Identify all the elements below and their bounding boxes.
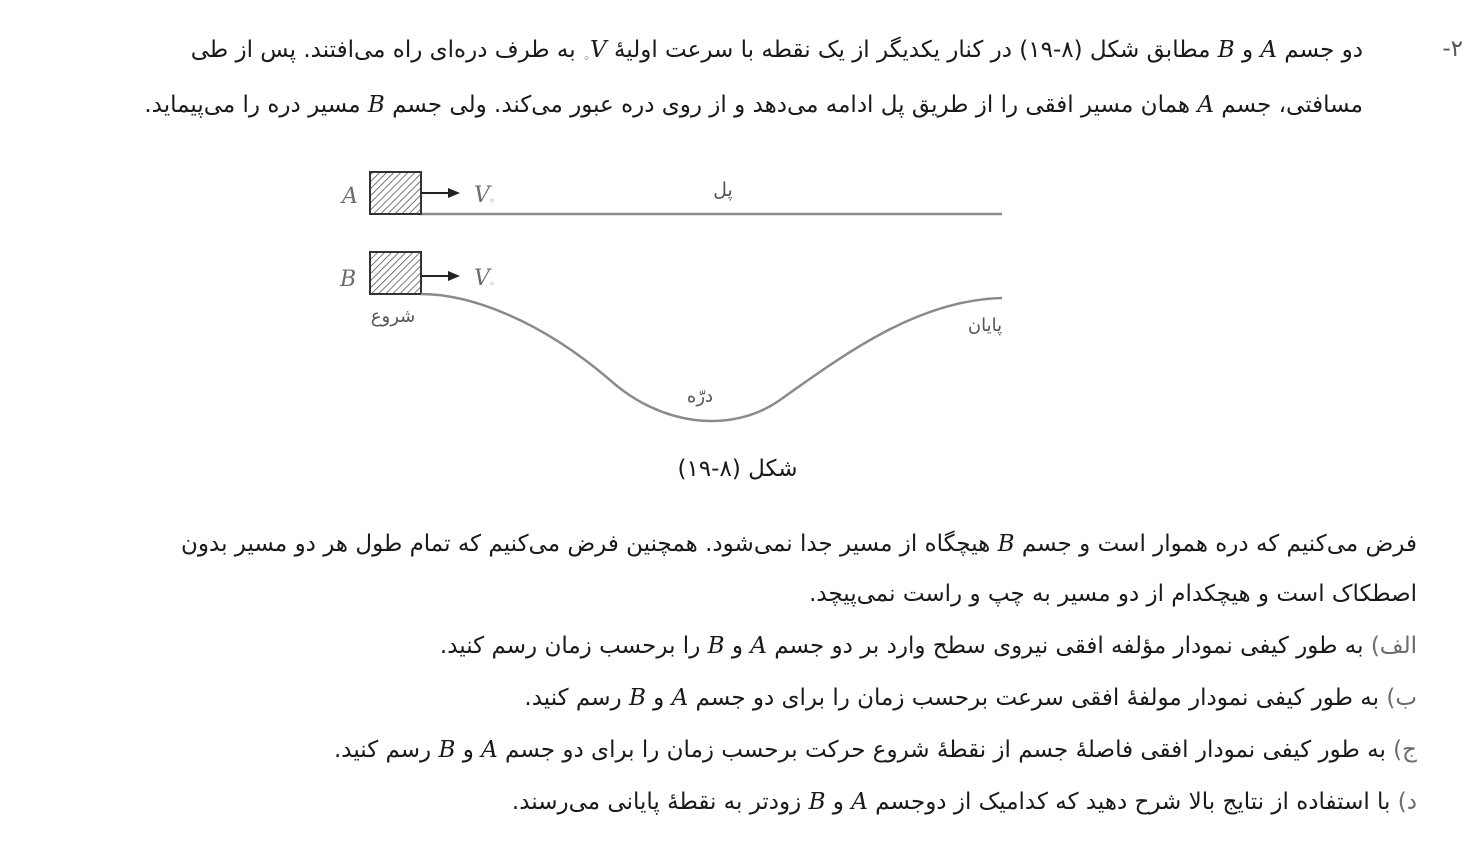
question-part-d: [512, 786, 1417, 818]
velocity-label-B: V: [474, 266, 490, 291]
arrow-head-B: [448, 271, 460, 281]
symbol-A: A: [671, 685, 689, 711]
block-B: [370, 252, 421, 294]
intro-text: به طرف دره‌ای راه می‌افتند. پس از طی: [190, 37, 576, 63]
question-part-c: [334, 734, 1417, 766]
symbol-V0: $V_◦$: [582, 37, 607, 66]
body-text: به طور کیفی نمودار مولفهٔ افقی سرعت برحسب زمان را برای دو جسم: [695, 685, 1380, 711]
symbol-A: A: [1197, 92, 1214, 118]
arrow-head-A: [448, 188, 460, 198]
start-label: شروع: [370, 306, 416, 327]
symbol-A: A: [1260, 37, 1277, 63]
bridge-label: پل: [713, 179, 733, 201]
body-text: و: [832, 789, 844, 815]
symbol-B: B: [367, 92, 385, 118]
body-text: زودتر به نقطهٔ پایانی می‌رسند.: [511, 789, 802, 815]
intro-text: مسیر دره را می‌پیماید.: [144, 92, 361, 118]
intro-text: و: [1241, 37, 1254, 63]
body-text: را برحسب زمان رسم کنید.: [439, 633, 701, 659]
part-d-label: د): [1397, 789, 1417, 815]
body-text: و: [731, 633, 743, 659]
symbol-B: B: [707, 633, 725, 659]
figure-caption: شکل (۸-۱۹): [677, 456, 798, 482]
body-text: هیچگاه از مسیر جدا نمی‌شود. همچنین فرض می‌کنیم که تمام طول هر دو مسیر بدون: [181, 531, 991, 557]
question-part-b: [524, 682, 1417, 714]
assumption-line-1: [181, 528, 1417, 560]
symbol-A: A: [481, 737, 498, 763]
body-text: و: [462, 737, 474, 763]
symbol-B: B: [628, 685, 646, 711]
part-c-label: ج): [1393, 737, 1417, 763]
intro-text: مطابق شکل (۸-۱۹) در کنار یکدیگر از یک نقطه با سرعت اولیهٔ: [613, 37, 1211, 63]
end-label: پایان: [967, 315, 1003, 336]
body-text: با استفاده از نتایج بالا شرح دهید که کدامیک از دوجسم: [875, 789, 1391, 815]
symbol-B: B: [438, 737, 456, 763]
symbol-B: B: [997, 531, 1015, 557]
intro-text: مسافتی، جسم: [1221, 92, 1363, 118]
intro-text: همان مسیر افقی را از طریق پل ادامه می‌دهد و از روی دره عبور می‌کند. ولی جسم: [392, 92, 1191, 118]
body-text: رسم کنید.: [333, 737, 432, 763]
velocity-subscript-B: ◦: [489, 279, 495, 290]
symbol-A: A: [750, 633, 767, 659]
body-text: رسم کنید.: [524, 685, 622, 711]
assumption-line-2: اصطکاک است و هیچکدام از دو مسیر به چپ و راست نمی‌پیچد.: [809, 581, 1417, 607]
block-A: [370, 172, 421, 214]
body-text: و: [653, 685, 665, 711]
label-A: A: [342, 184, 358, 209]
question-part-a: [440, 630, 1417, 662]
velocity-label-A: V: [474, 183, 490, 208]
intro-text: دو جسم: [1284, 37, 1363, 63]
body-text: به طور کیفی نمودار افقی فاصلهٔ جسم از نقطهٔ شروع حرکت برحسب زمان را برای دو جسم: [505, 737, 1386, 763]
label-B: B: [340, 267, 357, 292]
body-text: به طور کیفی نمودار مؤلفه افقی نیروی سطح وارد بر دو جسم: [774, 633, 1364, 659]
symbol-B: B: [1217, 37, 1235, 63]
symbol-A: A: [851, 789, 868, 815]
valley-label: درّه: [686, 386, 714, 407]
part-b-label: ب): [1386, 685, 1417, 711]
part-a-label: الف): [1370, 633, 1417, 659]
symbol-B: B: [808, 789, 826, 815]
body-text: فرض می‌کنیم که دره هموار است و جسم: [1021, 531, 1417, 557]
problem-number: -۲: [1442, 36, 1463, 62]
velocity-subscript-A: ◦: [489, 196, 495, 207]
